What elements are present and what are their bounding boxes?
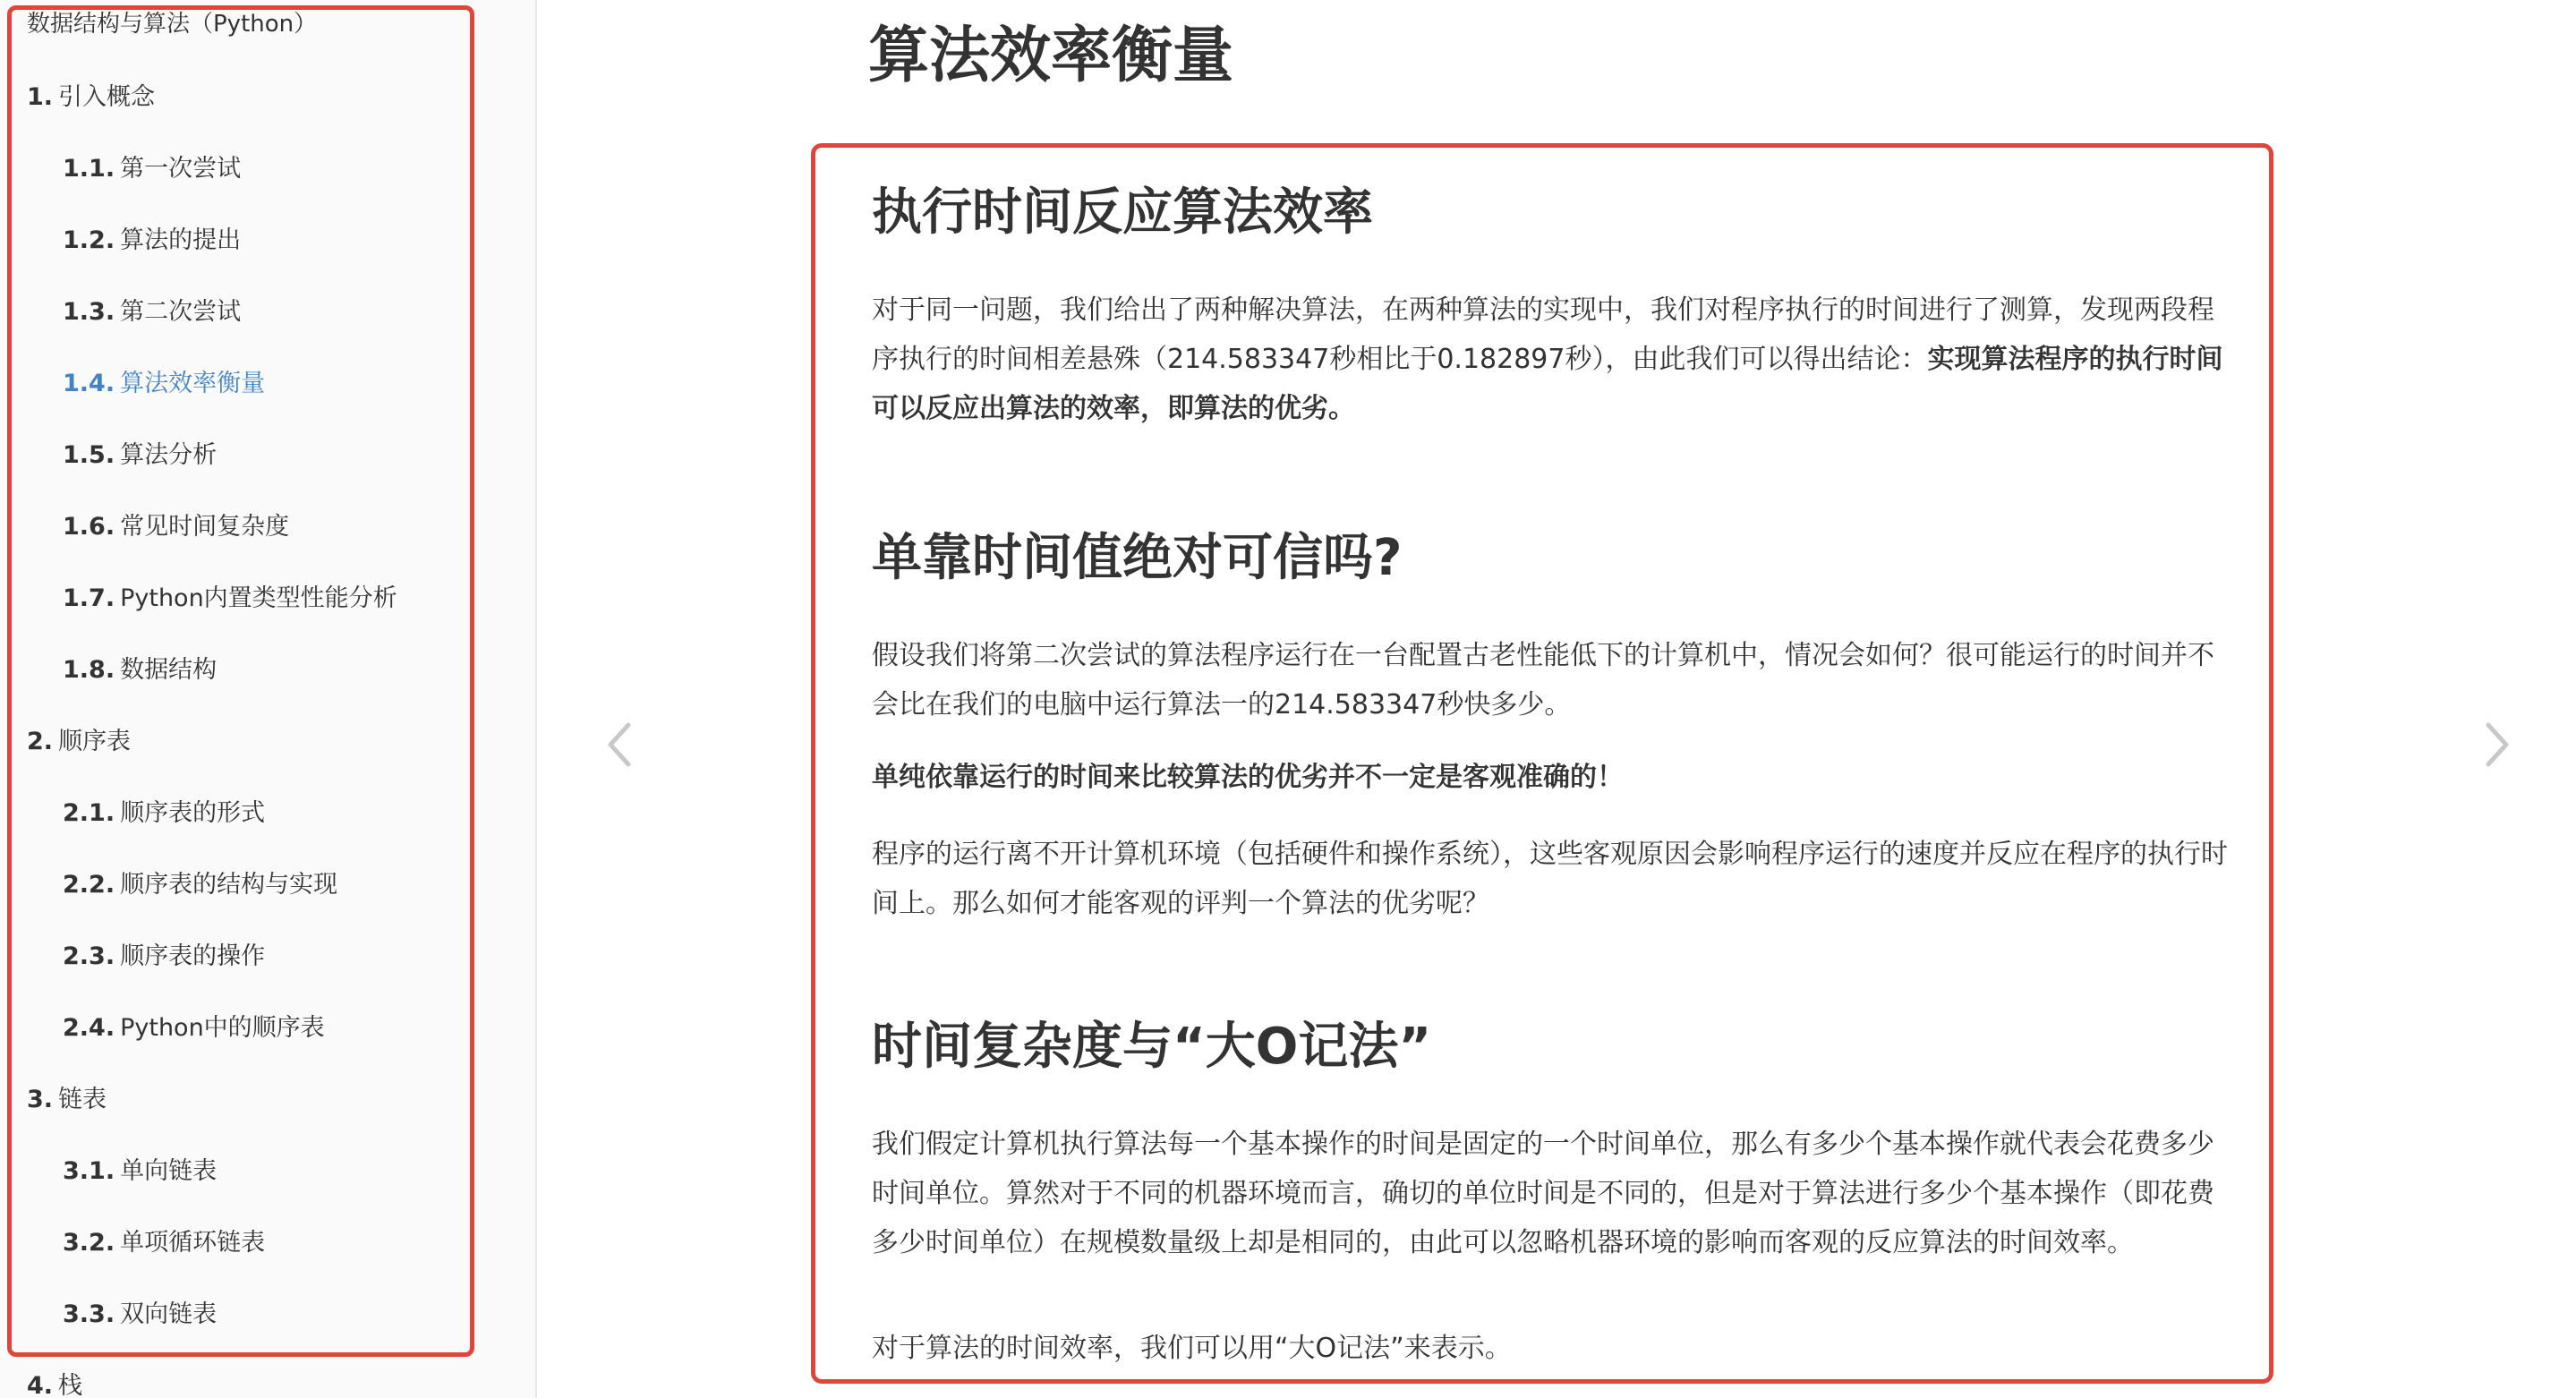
section-paragraph [872, 286, 2232, 433]
toc-item-2[interactable] [27, 721, 131, 756]
toc-item-3-2[interactable] [63, 1223, 265, 1257]
toc-item-number: 1.6. [63, 513, 115, 541]
section-paragraph: 对于算法的时间效率，我们可以用“大O记法”来表示。 [872, 1333, 1512, 1364]
toc-item-number: 2.3. [63, 942, 115, 970]
toc-item-number: 1.7. [63, 584, 115, 612]
toc-item-label: 算法分析 [120, 441, 218, 469]
section-heading-time-reliability: 单靠时间值绝对可信吗? [872, 529, 1403, 587]
toc-item-label: 顺序表的结构与实现 [120, 871, 338, 899]
toc-item-label: Python中的顺序表 [120, 1014, 325, 1042]
paragraph-bold-conclusion: 实现算法程序的执行时间可以反应出算法的效率，即算法的优劣。 [872, 344, 2223, 424]
toc-item-label: 双向链表 [120, 1300, 218, 1328]
toc-item-2-2[interactable] [63, 865, 337, 899]
toc-item-label: Python内置类型性能分析 [120, 584, 397, 612]
toc-item-3-3[interactable] [63, 1294, 217, 1329]
toc-item-2-1[interactable] [63, 793, 265, 828]
toc-item-label: 引入概念 [58, 83, 156, 111]
toc-item-number: 3.1. [63, 1157, 115, 1185]
toc-item-number: 1.4. [63, 370, 115, 397]
toc-item-3-1[interactable] [63, 1151, 217, 1186]
toc-item-number: 1.8. [63, 656, 115, 684]
toc-item-number: 1.2. [63, 226, 115, 254]
toc-item-label: 单项循环链表 [120, 1229, 266, 1257]
toc-item-label: 第二次尝试 [120, 298, 242, 326]
toc-item-label: 栈 [58, 1372, 83, 1398]
toc-item-number: 1.3. [63, 298, 115, 326]
previous-page-button[interactable] [601, 718, 637, 771]
toc-item-number: 2.1. [63, 799, 115, 827]
toc-item-number: 4. [27, 1372, 54, 1398]
toc-item-number: 2. [27, 728, 54, 755]
toc-item-1-8[interactable] [63, 650, 217, 685]
section-paragraph: 假设我们将第二次尝试的算法程序运行在一台配置古老性能低下的计算机中，情况会如何？很可能运行的时间并不会比在我们的电脑中运行算法一的214.583347秒快多少。 [872, 640, 2214, 720]
toc-item-1-5[interactable] [63, 435, 217, 470]
toc-item-1-6[interactable] [63, 507, 289, 541]
toc-item-number: 3. [27, 1086, 54, 1113]
toc-item-number: 1.1. [63, 155, 115, 183]
paragraph-text: 对于同一问题，我们给出了两种解决算法，在两种算法的实现中，我们对程序执行的时间进行了测算，发现两段程序执行的时间相差悬殊（214.583347秒相比于0.182897秒），由此我们可以得出结论： [872, 294, 2214, 375]
toc-item-number: 3.3. [63, 1300, 115, 1328]
toc-item-number: 3.2. [63, 1229, 115, 1257]
toc-item-label: 算法效率衡量 [120, 370, 266, 397]
page-title: 算法效率衡量 [868, 21, 1234, 91]
section-bold-statement: 单纯依靠运行的时间来比较算法的优劣并不一定是客观准确的！ [872, 762, 1624, 793]
section-paragraph: 我们假定计算机执行算法每一个基本操作的时间是固定的一个时间单位，那么有多少个基本操作就代表会花费多少时间单位。算然对于不同的机器环境而言，确切的单位时间是不同的，但是对于算法进行多少个基本操作（即花费多少时间单位）在规模数量级上却是相同的，由此可以忽略机器环境的影响而客观的反应算法的时间效率。 [872, 1129, 2214, 1258]
section-heading-execution-time: 执行时间反应算法效率 [872, 183, 1373, 242]
chevron-right-icon [2479, 718, 2515, 771]
toc-item-label: 顺序表的操作 [120, 942, 266, 970]
toc-item-number: 1.5. [63, 441, 115, 469]
toc-item-label: 顺序表 [58, 728, 132, 755]
toc-item-label: 数据结构 [120, 656, 218, 684]
toc-item-3[interactable] [27, 1079, 107, 1114]
toc-item-label: 链表 [58, 1086, 107, 1113]
toc-item-1-2[interactable] [63, 220, 241, 255]
toc-item-number: 1. [27, 83, 54, 111]
section-heading-big-o: 时间复杂度与“大O记法” [872, 1018, 1432, 1076]
toc-item-1-3[interactable] [63, 292, 241, 327]
toc-item-2-3[interactable] [63, 936, 265, 971]
section-paragraph: 程序的运行离不开计算机环境（包括硬件和操作系统），这些客观原因会影响程序运行的速度并反应在程序的执行时间上。那么如何才能客观的评判一个算法的优劣呢？ [872, 839, 2228, 919]
toc-item-label: 第一次尝试 [120, 155, 242, 183]
chevron-left-icon [601, 718, 637, 771]
toc-sidebar [0, 0, 537, 1398]
next-page-button[interactable] [2479, 718, 2515, 771]
toc-item-number: 2.2. [63, 871, 115, 899]
toc-item-1[interactable] [27, 77, 155, 112]
toc-item-1-1[interactable] [63, 149, 241, 183]
toc-item-label: 算法的提出 [120, 226, 242, 254]
toc-item-number: 2.4. [63, 1014, 115, 1042]
toc-item-1-4-active[interactable] [63, 363, 265, 398]
toc-item-2-4[interactable] [63, 1008, 325, 1043]
toc-book-title[interactable]: 数据结构与算法（Python） [27, 11, 318, 38]
toc-item-4[interactable] [27, 1366, 82, 1398]
toc-item-label: 顺序表的形式 [120, 799, 266, 827]
content-highlight-box [811, 143, 2273, 1384]
toc-item-1-7[interactable] [63, 578, 397, 613]
toc-item-label: 常见时间复杂度 [120, 513, 290, 541]
toc-item-label: 单向链表 [120, 1157, 218, 1185]
